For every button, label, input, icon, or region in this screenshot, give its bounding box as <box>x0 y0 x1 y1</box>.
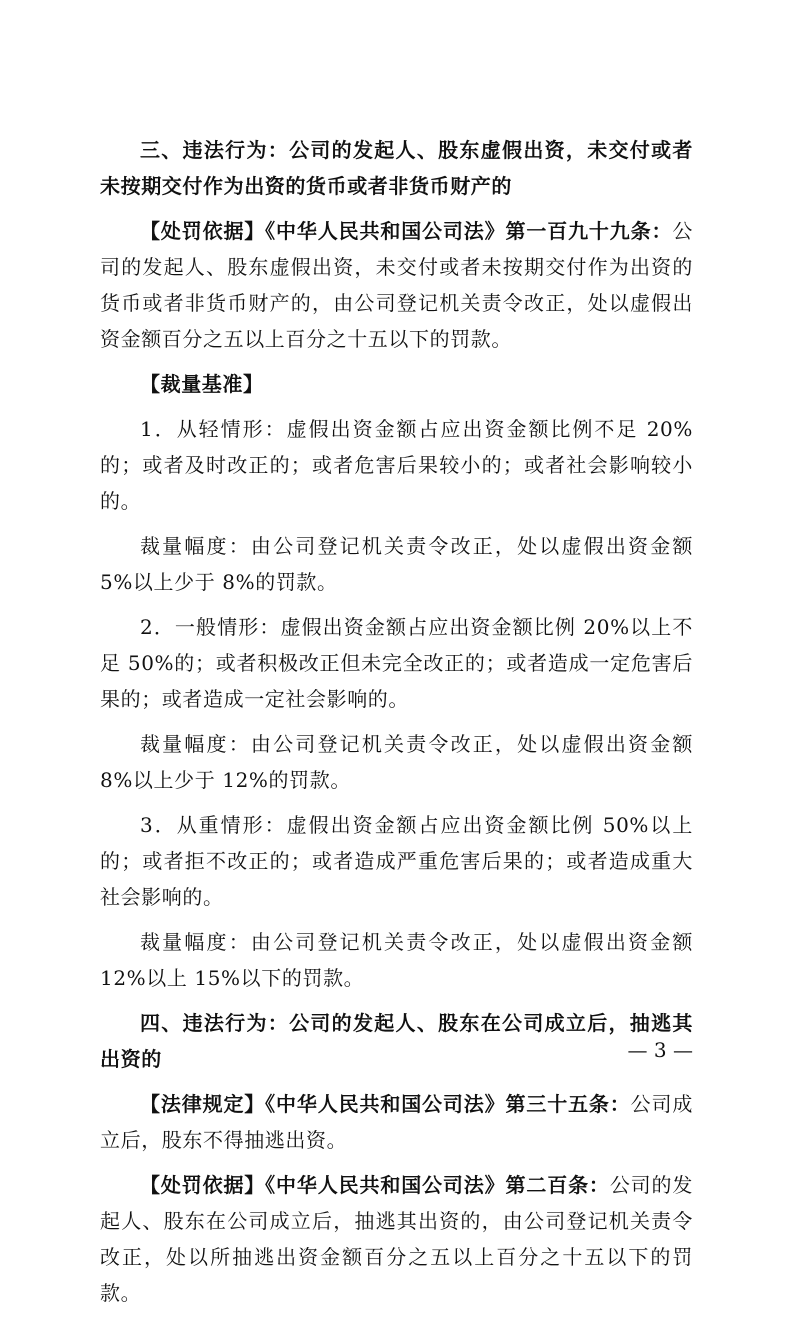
situation-heavy: 3．从重情形：虚假出资金额占应出资金额比例 50%以上的；或者拒不改正的；或者造成严重危害后果的；或者造成重大社会影响的。 <box>100 813 693 909</box>
situation-light: 1．从轻情形：虚假出资金额占应出资金额比例不足 20%的；或者及时改正的；或者危害后果较小的；或者社会影响较小的。 <box>100 417 693 513</box>
range-general: 裁量幅度：由公司登记机关责令改正，处以虚假出资金额 8%以上少于 12%的罚款。 <box>100 732 693 792</box>
section-4-law-provision <box>100 1086 693 1158</box>
discretion-standard-label: 【裁量基准】 <box>140 372 264 396</box>
section-4-heading: 四、违法行为：公司的发起人、股东在公司成立后，抽逃其出资的 <box>100 1011 693 1071</box>
law-provision-label: 【法律规定】《中华人民共和国公司法》第三十五条： <box>140 1092 631 1116</box>
penalty-basis-text: 公司的发起人、股东虚假出资，未交付或者未按期交付作为出资的货币或者非货币财产的，由公司登记机关责令改正，处以虚假出资金额百分之五以上百分之十五以下的罚款。 <box>100 219 693 351</box>
range-light: 裁量幅度：由公司登记机关责令改正，处以虚假出资金额 5%以上少于 8%的罚款。 <box>100 534 693 594</box>
document-body <box>100 132 693 1320</box>
law-provision-text: 公司成立后，股东不得抽逃出资。 <box>100 1092 693 1152</box>
penalty-basis-text: 公司的发起人、股东在公司成立后，抽逃其出资的，由公司登记机关责令改正，处以所抽逃出资金额百分之五以上百分之十五以下的罚款。 <box>100 1173 693 1305</box>
situation-general: 2．一般情形：虚假出资金额占应出资金额比例 20%以上不足 50%的；或者积极改正但未完全改正的；或者造成一定危害后果的；或者造成一定社会影响的。 <box>100 615 693 711</box>
section-3-heading: 三、违法行为：公司的发起人、股东虚假出资，未交付或者未按期交付作为出资的货币或者非货币财产的 <box>100 138 693 198</box>
penalty-basis-label: 【处罚依据】《中华人民共和国公司法》第二百条： <box>140 1173 610 1197</box>
range-heavy: 裁量幅度：由公司登记机关责令改正，处以虚假出资金额 12%以上 15%以下的罚款。 <box>100 930 693 990</box>
section-4-penalty-basis <box>100 1167 693 1311</box>
penalty-basis-label: 【处罚依据】《中华人民共和国公司法》第一百九十九条： <box>140 219 673 243</box>
page-number: — 3 — <box>627 1038 693 1062</box>
section-3-penalty-basis <box>100 213 693 357</box>
